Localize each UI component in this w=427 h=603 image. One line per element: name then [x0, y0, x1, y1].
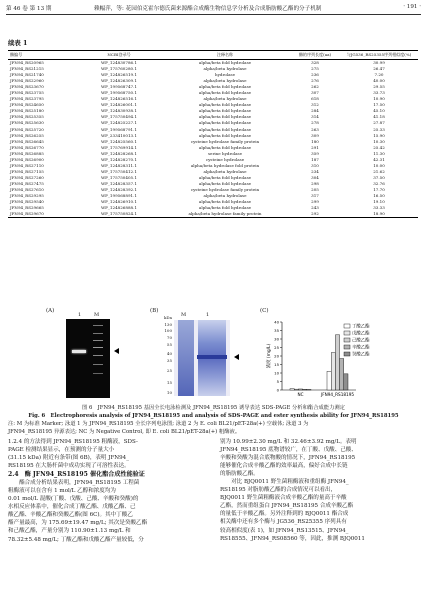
gel-b-marker-label: 100	[164, 328, 172, 333]
table-cell: 40.00	[373, 78, 385, 84]
table-cell: WP_124828270.1	[101, 156, 137, 162]
table-cell: WP_124828357.1	[101, 180, 137, 186]
legend-swatch	[344, 338, 350, 342]
table-cell: WP_175760280.1	[101, 66, 137, 72]
body-left-para1	[8, 438, 207, 470]
table-cell: 234	[311, 168, 319, 174]
table-cell: 25.33	[373, 126, 385, 132]
body-right-para1	[220, 438, 419, 478]
table-cell: 17.50	[373, 102, 385, 108]
y-tick-label: 30	[274, 336, 279, 342]
gel-b-marker-label: 130	[164, 322, 172, 327]
table-cell: 304	[311, 174, 319, 180]
figure-panel-b	[150, 310, 255, 398]
body-right-para2	[220, 478, 419, 542]
table-header-row	[8, 51, 418, 60]
bar	[307, 389, 311, 390]
table-cell: 284	[311, 108, 319, 114]
gel-a-ladder-band	[93, 347, 103, 348]
gel-a-ladder-band	[93, 373, 103, 374]
body-text-line: 酸乙酯、辛酸乙酯和癸酸乙酯(图 6C)。其中丁酸乙	[8, 512, 133, 519]
body-text-line: 0.01 mol/L 混酸(丁酸、戊酸、己酸、辛酸和癸酸)的	[8, 496, 139, 503]
gel-a-arrow-icon	[114, 348, 119, 354]
table-cell: serine hydrolase	[207, 150, 243, 156]
page-number: · 191 ·	[403, 4, 421, 10]
y-tick-label: 5	[276, 378, 279, 384]
figure-caption-cn: 图 6 JFN94_RS18195 基因全长电泳检测及 JFN94_RS18195 诱导表达 SDS-PAGE 分析和酯合成能力测定	[82, 405, 345, 411]
bar	[303, 389, 307, 390]
table-cell: 15.90	[373, 132, 385, 138]
table-cell: JFN94_RS24650	[10, 102, 44, 108]
bar	[340, 359, 344, 390]
table-cell: WP_175750824.1	[78, 211, 160, 218]
table-cell: WP_124826516.1	[101, 96, 137, 102]
legend-label: 戊酸乙酯	[352, 331, 370, 337]
table-cell: WP_199568747.1	[101, 84, 137, 90]
table-cell: cysteine hydrolase family protein	[190, 138, 260, 144]
table-cell: 359	[311, 150, 319, 156]
legend-swatch	[344, 345, 350, 349]
x-tick-label: NC	[297, 392, 304, 397]
body-text-line: 酯合成分析结果表明，JFN94_RS18195 工程菌	[8, 480, 140, 487]
gel-a-ladder-band	[93, 325, 103, 326]
body-text-line: JFN94_RS18195 底物谱较广，在丁酸、戊酸、己酸、	[220, 447, 357, 454]
table-cell: 18.90	[340, 211, 418, 218]
enzyme-table	[8, 50, 418, 218]
body-text-line: RS18195 在大肠杆菌中成功实现了可溶性表达。	[8, 463, 130, 470]
table-caption: 续表 1	[8, 39, 28, 47]
table-cell: WP_175750412.1	[101, 168, 137, 174]
table-cell: 10.90	[373, 96, 385, 102]
table-cell: JFN94_RS21215	[10, 66, 44, 72]
table-cell: alpha/beta hydrolase	[203, 78, 247, 84]
figure-panel-c	[262, 310, 412, 398]
table-cell: JFN94_RS29670	[8, 211, 78, 218]
body-text-line: 水相反应体系中，催化合成丁酸乙酯、戊酸乙酯、己	[8, 504, 136, 511]
gel-a-image	[66, 319, 110, 398]
gel-a-lane-label-1: 1	[78, 312, 82, 318]
table-cell: WP_124826519.1	[101, 72, 137, 78]
table-cell: WP_233410013.1	[101, 132, 137, 138]
table-cell: JFN94_RS25180	[10, 108, 44, 114]
table-cell: 29.55	[373, 84, 385, 90]
panel-b-label: (B)	[150, 308, 159, 314]
table-cell: WP_124828268.1	[101, 150, 137, 156]
table-cell: 618	[311, 96, 319, 102]
table-cell: JFN94_RS23795	[10, 96, 44, 102]
table-cell: 187	[311, 156, 319, 162]
bar	[344, 374, 348, 390]
table-cell: JFN94_RS21740	[10, 72, 44, 78]
table-cell: alpha/beta fold hydrolase	[198, 108, 252, 114]
gel-a-lane-label-m: M	[94, 312, 100, 318]
table-cell: alpha/beta hydrolase	[203, 168, 247, 174]
table-cell: alpha/beta hydrolase	[203, 193, 247, 199]
gel-a-ladder-band	[93, 364, 103, 365]
table-cell: 26.47	[373, 66, 385, 72]
table-cell: JFN94_RS25355	[10, 114, 44, 120]
table-cell: JFN94_RS27610	[10, 186, 44, 192]
table-cell: JFN94_RS27260	[10, 174, 44, 180]
table-cell: 10.30	[373, 138, 385, 144]
gel-b-marker-label: 25	[166, 368, 172, 373]
journal-volume-issue: 第 46 卷 第 13 期	[6, 6, 52, 12]
table-cell: 19.10	[373, 199, 385, 205]
figure-panel-a	[48, 310, 150, 398]
table-cell: alpha/beta fold hydrolase	[198, 199, 252, 205]
table-cell: 30.99	[373, 60, 385, 65]
table-cell: 10.00	[373, 162, 385, 168]
body-left-para2	[8, 479, 207, 543]
panel-a-label: (A)	[46, 308, 55, 314]
bar	[327, 371, 331, 390]
table-cell: 33.73	[373, 90, 385, 96]
table-cell: WP_124825560.1	[101, 138, 137, 144]
table-cell: JFN94_RS29295	[10, 193, 44, 199]
table-cell: 276	[311, 78, 319, 84]
legend-label: 己酸乙酯	[352, 338, 370, 344]
gel-b-arrow-icon	[234, 354, 239, 360]
table-header-cell: 酶的序列长度(aa)	[290, 51, 340, 60]
table-cell: JFN94_RS26900	[10, 156, 44, 162]
table-body	[8, 60, 418, 218]
table-cell: alpha/beta fold hydrolase	[198, 84, 252, 90]
gel-b-lane-label-1: 1	[206, 312, 210, 318]
gel-b-marker-lane	[178, 320, 194, 396]
table-cell: 17.70	[373, 186, 385, 192]
table-cell: WP_124826888.1	[101, 205, 137, 211]
table-cell: 307	[311, 90, 319, 96]
body-text-line: 别为 10.99±2.30 mg/L 和 32.46±3.92 mg/L。表明	[220, 439, 357, 445]
bar	[298, 389, 302, 390]
table-cell: 45.10	[373, 108, 385, 114]
table-cell: 27.87	[373, 120, 385, 126]
body-text-line: (31.15 kDa) 附近有条带(图 6B)，表明 JFN94_	[8, 455, 129, 462]
gel-b-lane-label-m: M	[181, 312, 187, 318]
legend-label: 丁酸乙酯	[352, 324, 370, 330]
legend-swatch	[344, 352, 350, 356]
table-cell: JFN94_RS23755	[10, 90, 44, 96]
body-text-line: 1.2.4 的方法得到 JFN94_RS18195 粗酶液，SDS-	[8, 439, 138, 445]
table-cell: JFN94_RS26255	[10, 132, 44, 138]
gel-b-marker-label: 35	[166, 358, 172, 363]
table-cell: 292	[290, 211, 340, 218]
gel-b-marker-label: 15	[166, 380, 172, 385]
y-tick-label: 40	[274, 319, 279, 325]
y-axis-label: 浓度 (mg/L)	[267, 343, 272, 369]
table-cell: JFN94_RS20965	[10, 60, 44, 65]
table-cell: JFN94_RS25630	[10, 120, 44, 126]
table-cell: 180	[311, 138, 319, 144]
bar	[294, 389, 298, 390]
gel-a-target-band	[72, 350, 86, 353]
body-text-line: BJQ0011 野生菌粗酶液合成辛酸乙酯的量高于辛酸	[220, 495, 347, 502]
table-cell: 278	[311, 120, 319, 126]
table-header-cell: 与JG536_RS25355序列相似度(%)	[340, 51, 418, 60]
body-text-line: PAGE 检测结果显示，在预测的分子量大小	[8, 447, 115, 454]
body-text-line: 相关酶中还有多个酶与 JG536_RS25355 序列具有	[220, 519, 347, 526]
table-cell: WP_124828311.1	[101, 162, 137, 168]
body-text-line: 辛酸和癸酸为混合底物酸的情况下，JFN94_RS18195	[220, 455, 356, 462]
gel-a-ladder-band	[93, 333, 103, 334]
table-cell: 32.76	[373, 180, 385, 186]
running-header	[6, 2, 421, 14]
bar	[290, 389, 294, 390]
table-cell: JFN94_RS26645	[10, 138, 44, 144]
table-cell: 275	[311, 66, 319, 72]
table-cell: 37.50	[373, 174, 385, 180]
body-text-line: 对比 BJQ0011 野生菌粗酶液和重组酶 JFN94_	[220, 479, 349, 486]
body-text-line: 的脂肪酸乙酯。	[220, 471, 259, 478]
table-cell: 41.18	[373, 114, 385, 120]
table-cell: 309	[311, 132, 319, 138]
table-cell: JFN94_RS29665	[10, 205, 44, 211]
table-cell: alpha/beta fold hydrolase	[198, 102, 252, 108]
gel-b-marker-label: 40	[166, 351, 172, 356]
table-row	[8, 211, 418, 218]
table-cell: alpha/beta fold hydrolase	[198, 174, 252, 180]
table-cell: 263	[311, 126, 319, 132]
table-cell: WP_124830938.1	[101, 108, 137, 114]
panel-c-label: (C)	[260, 308, 269, 314]
y-tick-label: 15	[274, 361, 279, 367]
bar	[331, 353, 335, 390]
body-text-line: 粗酶液可以在含有 1 mol/L 乙醇和浓度均为	[8, 488, 116, 495]
x-tick-label: JFN94_RS18195	[320, 392, 355, 397]
gel-b-target-band	[197, 355, 227, 359]
table-cell: 243	[311, 205, 319, 211]
legend-swatch	[344, 324, 350, 328]
figure-note-line-2: JFN94_RS18195 异源表达; NC 为 Negative Control, 即 E. coli BL21/pET-28a(+) 粗酶液。	[8, 429, 241, 435]
body-text-line: 酯产量最高，为 175.69±19.47 mg/L; 其次是癸酸乙酯	[8, 520, 148, 527]
table-cell: alpha/beta fold hydrolase	[198, 90, 252, 96]
table-cell: WP_175750494.1	[101, 114, 137, 120]
table-cell: 16.50	[373, 193, 385, 199]
table-cell: 298	[311, 180, 319, 186]
legend-swatch	[344, 331, 350, 335]
body-text-line: 乙酯，然而重组蛋白 JFN94_RS18195 合成辛酸乙酯	[220, 503, 354, 510]
table-cell: alpha/beta fold hydrolase	[198, 132, 252, 138]
table-cell: 21.62	[373, 168, 385, 174]
table-cell: JFN94_RS26885	[10, 150, 44, 156]
table-cell: 205	[311, 186, 319, 192]
table-cell: alpha/beta fold hydrolase	[198, 114, 252, 120]
table-cell: 314	[311, 114, 319, 120]
table-cell: 310	[311, 162, 319, 168]
table-cell: 11.30	[373, 150, 385, 156]
section-heading: 2.4 酶 JFN94_RS18195 催化酯合成性能验证	[8, 471, 145, 479]
table-cell: JFN94_RS29540	[10, 199, 44, 205]
y-tick-label: 35	[274, 327, 279, 333]
table-cell: alpha/beta fold hydrolase	[198, 205, 252, 211]
figure-caption-en: Fig. 6 Electrophoresis analysis of JFN94_RS18195 and analysis of SDS-PAGE and ester synthesis ability for JFN94_RS18195	[28, 413, 399, 419]
header-rule	[6, 14, 421, 15]
body-text-line: 较高相似度(表 1)，如 JFN94_RS13515、JFN94_	[220, 527, 349, 534]
table-cell: 25.42	[373, 144, 385, 150]
table-cell: WP_199568891.1	[101, 193, 137, 199]
table-cell: JFN94_RS27475	[10, 180, 44, 186]
table-cell: alpha/beta hydrolase fold protein	[190, 162, 260, 168]
table-cell: 291	[311, 144, 319, 150]
gel-b-marker-label: 10	[166, 390, 172, 395]
body-text-line: 和己酸乙酯，产量分别为 110.90±1.13 mg/L 和	[8, 528, 131, 535]
table-cell: WP_124826001.1	[101, 102, 137, 108]
table-cell: JFN94_RS22960	[10, 78, 44, 84]
gel-b-marker-label: 55	[166, 342, 172, 347]
table-cell: WP_199568791.1	[101, 126, 137, 132]
table-cell: alpha/beta fold hydrolase	[198, 180, 252, 186]
legend-label: 癸酸乙酯	[352, 352, 370, 358]
y-tick-label: 0	[276, 387, 279, 393]
legend-label: 辛酸乙酯	[352, 345, 370, 351]
table-cell: alpha/beta fold hydrolase	[198, 126, 252, 132]
table-cell: 7.20	[374, 72, 384, 78]
table-cell: WP_175750405.1	[101, 174, 137, 180]
table-cell: WP_175769914.1	[101, 144, 137, 150]
body-text-line: 的量低于辛酸乙酯。另外注释到的 BJQ0011 酯合成	[220, 511, 349, 518]
y-tick-label: 25	[274, 344, 279, 350]
table-cell: cysteine hydrolase family protein	[190, 186, 260, 192]
table-cell: JFN94_RS26770	[10, 144, 44, 150]
gel-a-ladder-band	[93, 355, 103, 356]
ester-bar-chart	[262, 310, 412, 402]
table-cell: 42.31	[373, 156, 385, 162]
table-cell: cysteine hydrolase	[205, 156, 245, 162]
y-tick-label: 20	[274, 353, 279, 359]
table-cell: 312	[311, 102, 319, 108]
table-cell: alpha/beta fold hydrolase	[198, 60, 252, 65]
table-cell: hydrolase	[214, 72, 236, 78]
table-cell: JFN94_RS27110	[10, 162, 44, 168]
running-title: 赖幅萍，等: 花园伯克霍尔德氏菌来源酯合成酶生物信息学分析及合成脂肪酸乙酯的分子机制	[94, 6, 322, 12]
table-header-cell: 酶编号	[8, 51, 78, 60]
body-text-line: RS18195 对脂肪酸乙酯的合成情况可以看出，	[220, 487, 337, 494]
body-text-line: 能够催化合成辛酸乙酯的效率最高，偏好合成中长链	[220, 463, 348, 470]
table-cell: JFN94_RS25720	[10, 126, 44, 132]
table-cell: 262	[311, 84, 319, 90]
table-header-cell: NCBI登录号	[78, 51, 160, 60]
y-tick-label: 10	[274, 370, 279, 376]
table-cell: JFN94_RS23670	[10, 84, 44, 90]
body-column-right	[220, 438, 419, 543]
figure-note-line-1: 注: M 为标准 Marker; 泳道 1 为 JFN94_RS18195 全长序列电泳图; 泳道 2 为 E. coli BL21/pET-28a(+) 空载体; 泳道 3 为	[8, 421, 309, 427]
table-cell: WP_124828392.1	[101, 186, 137, 192]
table-cell: alpha/beta hydrolase	[203, 96, 247, 102]
table-cell: JFN94_RS27155	[10, 168, 44, 174]
table-cell: WP_199568750.1	[101, 90, 137, 96]
table-cell: alpha/beta fold hydrolase	[198, 144, 252, 150]
bar	[335, 335, 339, 390]
table-cell: 317	[311, 193, 319, 199]
body-column-left	[8, 438, 207, 544]
gel-b-marker-label: 70	[166, 335, 172, 340]
table-cell: WP_124826309.1	[101, 78, 137, 84]
body-text-line: RS18555、JFN94_RS08560 等，因此，推测 BJQ0011	[220, 535, 365, 542]
table-cell: 33.33	[373, 205, 385, 211]
table-cell: WP_124825227.1	[101, 120, 137, 126]
table-cell: 299	[311, 199, 319, 205]
table-cell: WP_124826910.1	[101, 199, 137, 205]
table-cell: WP_124830786.1	[101, 60, 137, 65]
table-cell: 236	[311, 72, 319, 78]
table-header-cell: 注释名称	[160, 51, 290, 60]
body-text-line: 78.32±5.48 mg/L; 丁酸乙酯和戊酸乙酯产量较低，分	[8, 536, 144, 543]
table-cell: 328	[311, 60, 319, 65]
table-cell: alpha/beta hydrolase	[203, 66, 247, 72]
table-cell: alpha/beta hydrolase family protein	[160, 211, 290, 218]
gel-a-ladder-band	[93, 340, 103, 341]
gel-b-image	[174, 320, 230, 396]
gel-b-marker-label: kDa	[163, 315, 172, 320]
table-cell: alpha/beta fold hydrolase	[198, 120, 252, 126]
